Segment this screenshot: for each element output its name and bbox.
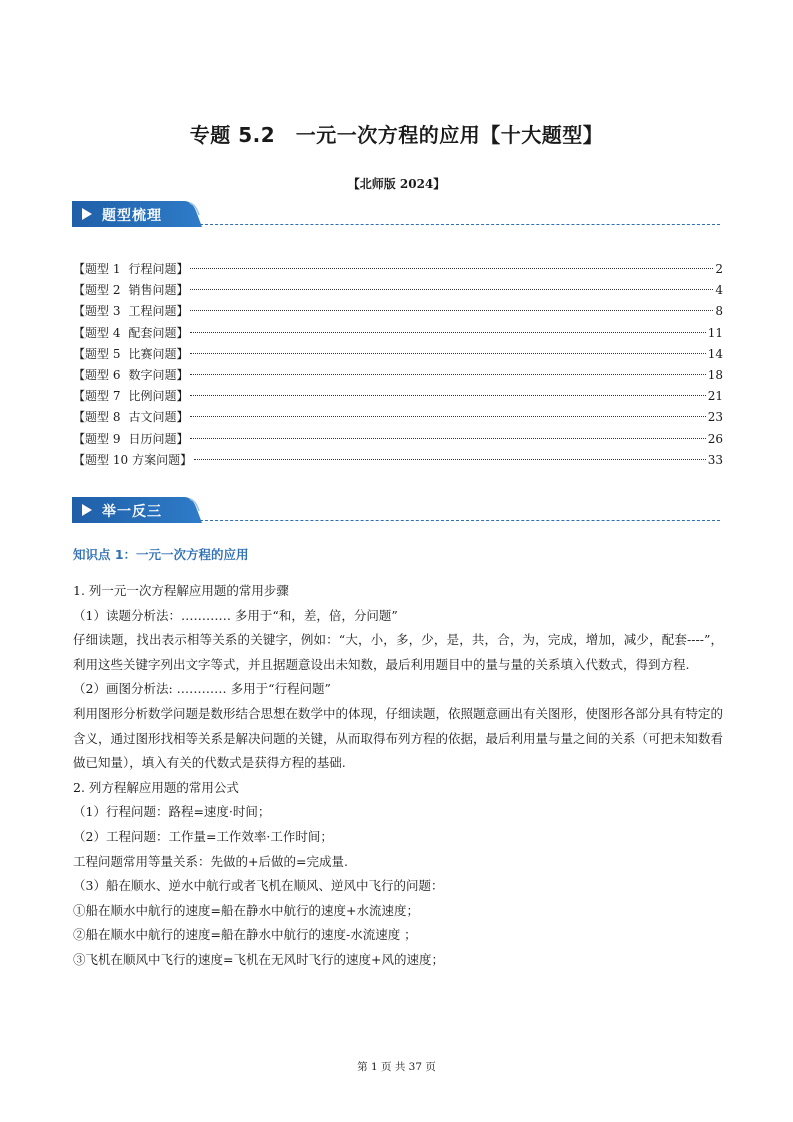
toc-name: 工程问题 (128, 304, 177, 319)
toc-row-10[interactable] (73, 450, 723, 471)
banner-label: 举一反三 (102, 504, 162, 520)
toc-name: 比赛问题 (128, 346, 177, 361)
toc-name: 行程问题 (128, 262, 177, 276)
toc-row-3[interactable] (73, 301, 723, 322)
toc-row-2[interactable] (73, 280, 723, 301)
toc-leader (190, 438, 705, 439)
toc-tag: 【题型 8 (73, 410, 121, 425)
toc-page: 11 (707, 325, 723, 340)
page-title: 专题 5.2 一元一次方程的应用【十大题型】 (189, 123, 604, 147)
toc-row-9[interactable] (73, 429, 723, 450)
paragraph: （1）读题分析法：………… 多用于“和，差，倍，分问题” (73, 607, 398, 623)
toc-bracket: 】 (176, 431, 189, 446)
toc-tag: 【题型 5 (73, 346, 121, 361)
toc-name: 数字问题 (128, 367, 177, 382)
paragraph: ②船在顺水中航行的速度=船在静水中航行的速度-水流速度 ； (73, 927, 417, 943)
paragraph: 利用图形分析数学问题是数形结合思想在数学中的体现，仔细读题，依照题意画出有关图形，使图形各部分具有特定的含义，通过图形找相等关系是解决问题的关键，从而取得布列方程的依据，最后利用量与量之间的关系（可把未知数看做已知量），填入有关的代数式是获得方程的基础. (73, 705, 724, 771)
banner-dashed-rule (200, 520, 720, 521)
toc-leader (190, 353, 705, 354)
toc-leader (190, 289, 713, 290)
banner-label: 题型梳理 (102, 208, 162, 224)
toc-page: 33 (707, 452, 723, 467)
toc-row-7[interactable] (73, 386, 723, 407)
toc-row-6[interactable] (73, 365, 723, 386)
toc-tag: 【题型 4 (73, 325, 121, 340)
toc-page: 4 (715, 283, 723, 298)
toc-row-5[interactable] (73, 344, 723, 365)
toc-leader (190, 395, 705, 396)
toc-leader (194, 459, 706, 460)
paragraph: ③飞机在顺风中飞行的速度=飞机在无风时飞行的速度+风的速度； (73, 951, 444, 967)
toc-row-1[interactable] (73, 259, 723, 280)
toc-tag: 【题型 7 (73, 389, 121, 404)
toc-tag: 【题型 9 (73, 431, 121, 446)
toc-name: 比例问题 (128, 389, 177, 404)
toc-page: 21 (707, 389, 723, 404)
toc-bracket: 】 (176, 262, 189, 276)
paragraph: （2）画图分析法: ………… 多用于“行程问题” (73, 681, 331, 697)
toc-page: 14 (707, 346, 723, 361)
toc-row-8[interactable] (73, 407, 723, 428)
toc-tag: 【题型 6 (73, 367, 121, 382)
body-content (73, 579, 723, 973)
banner-dashed-rule (200, 224, 720, 225)
toc-leader (190, 310, 713, 311)
page-footer: 第 1 页 共 37 页 (357, 1061, 436, 1073)
toc-bracket: 】 (176, 346, 189, 361)
play-arrow-icon (82, 504, 92, 516)
toc-name: 方案问题 (132, 452, 181, 467)
paragraph: 仔细读题，找出表示相等关系的关键字，例如：“大，小，多，少，是，共，合，为，完成，增加，减少，配套----”，利用这些关键字列出文字等式，并且据题意设出未知数，最后利用题目中的量与量的关系填入代数式，得到方程. (73, 632, 723, 672)
toc-tag: 【题型 3 (73, 304, 121, 319)
toc-leader (190, 416, 705, 417)
toc-bracket: 】 (176, 367, 189, 382)
paragraph: （2）工程问题：工作量=工作效率·工作时间； (73, 828, 333, 844)
paragraph: 工程问题常用等量关系：先做的+后做的=完成量. (73, 853, 348, 869)
toc-page: 18 (707, 367, 723, 382)
play-arrow-icon (82, 208, 92, 220)
toc-tag: 【题型 10 (73, 452, 129, 467)
section-banner-practice (72, 497, 720, 523)
toc-name: 销售问题 (128, 283, 177, 298)
toc-page: 2 (715, 262, 723, 276)
toc-name: 古文问题 (128, 410, 177, 425)
toc-bracket: 】 (176, 325, 189, 340)
toc-bracket: 】 (176, 304, 189, 319)
toc-bracket: 】 (176, 283, 189, 298)
toc-bracket: 】 (176, 410, 189, 425)
toc-leader (190, 268, 713, 269)
paragraph: 2. 列方程解应用题的常用公式 (73, 779, 239, 795)
edition-label: 【北师版 2024】 (347, 177, 446, 191)
toc-row-4[interactable] (73, 323, 723, 344)
paragraph: ①船在顺水中航行的速度=船在静水中航行的速度+水流速度； (73, 902, 419, 918)
toc-name: 配套问题 (128, 325, 177, 340)
section-banner-toc (72, 201, 720, 227)
toc-bracket: 】 (180, 452, 193, 467)
knowledge-point-title: 知识点 1：一元一次方程的应用 (73, 547, 249, 562)
toc-tag: 【题型 2 (73, 283, 121, 298)
paragraph: （1）行程问题：路程=速度·时间； (73, 804, 271, 820)
toc-leader (190, 332, 705, 333)
toc-list (73, 259, 723, 471)
paragraph: 1. 列一元一次方程解应用题的常用步骤 (73, 583, 289, 598)
toc-tag: 【题型 1 (73, 262, 121, 276)
toc-name: 日历问题 (128, 431, 177, 446)
toc-leader (190, 374, 705, 375)
toc-page: 23 (707, 410, 723, 425)
paragraph: （3）船在顺水、逆水中航行或者飞机在顺风、逆风中飞行的问题： (73, 878, 444, 894)
toc-page: 8 (715, 304, 723, 319)
toc-bracket: 】 (176, 389, 189, 404)
toc-page: 26 (707, 431, 723, 446)
